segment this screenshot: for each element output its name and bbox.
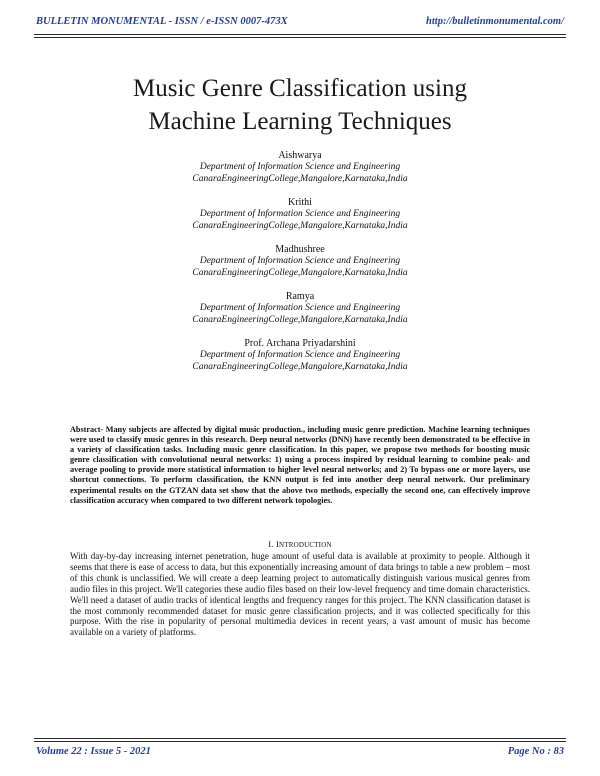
header-rule-thin bbox=[34, 37, 566, 38]
author-3 bbox=[0, 244, 600, 279]
author-name: Krithi bbox=[288, 197, 312, 208]
volume-issue: Volume 22 : Issue 5 - 2021 bbox=[36, 746, 151, 757]
footer-rule-thin bbox=[34, 741, 566, 742]
author-name: Prof. Archana Priyadarshini bbox=[244, 338, 356, 349]
author-name: Aishwarya bbox=[278, 150, 322, 161]
journal-url[interactable]: http://bulletinmonumental.com/ bbox=[426, 16, 564, 27]
running-header bbox=[36, 16, 564, 30]
journal-name: BULLETIN MONUMENTAL - ISSN / e-ISSN 0007-473X bbox=[36, 16, 288, 27]
author-dept: Department of Information Science and Engineering bbox=[199, 209, 401, 219]
author-dept: Department of Information Science and Engineering bbox=[199, 256, 401, 266]
author-dept: Department of Information Science and Engineering bbox=[199, 350, 401, 360]
section-number: I. bbox=[268, 539, 276, 549]
author-block bbox=[0, 150, 600, 385]
introduction-paragraph: With day-by-day increasing internet penetration, huge amount of useful data is available at proximity to people. Although it seems that there is ease of access to data, but this exponentially increasing amount of data brings to table a new problem – most of this chunk is unclassified. We will create a deep learning project to automatically distinguish various musical genres from audio files in this project. We'll categories these audio files based on their low-level frequency and time domain characteristics. We'll need a dataset of audio tracks of identical lengths and frequency ranges for this project. The KNN classification dataset is the most commonly recommended dataset for music genre classification projects, and it was collected specifically for this purpose. With the rise in popularity of personal multimedia devices in recent years, a vast amount of music has become available on a variety of platforms. bbox=[70, 551, 530, 638]
author-1 bbox=[0, 150, 600, 185]
title-line-2: Machine Learning Techniques bbox=[148, 108, 452, 135]
paper-title bbox=[0, 72, 600, 138]
author-5 bbox=[0, 338, 600, 373]
author-dept: Department of Information Science and Engineering bbox=[199, 162, 401, 172]
author-inst: CanaraEngineeringCollege,Mangalore,Karnataka,India bbox=[192, 314, 408, 325]
author-dept: Department of Information Science and Engineering bbox=[199, 303, 401, 313]
title-line-1: Music Genre Classification using bbox=[133, 75, 467, 102]
running-footer bbox=[36, 746, 564, 760]
header-rule-thick bbox=[34, 34, 566, 35]
section-heading-introduction bbox=[0, 539, 600, 549]
author-inst: CanaraEngineeringCollege,Mangalore,Karnataka,India bbox=[192, 220, 408, 231]
author-inst: CanaraEngineeringCollege,Mangalore,Karnataka,India bbox=[192, 173, 408, 184]
author-2 bbox=[0, 197, 600, 232]
author-name: Ramya bbox=[285, 291, 315, 302]
author-name: Madhushree bbox=[275, 244, 325, 255]
page-number: Page No : 83 bbox=[507, 746, 564, 757]
author-4 bbox=[0, 291, 600, 326]
section-title-rest: NTRODUCTION bbox=[278, 541, 332, 549]
section-title-initial: I bbox=[275, 539, 279, 549]
footer-rule-thick bbox=[34, 738, 566, 739]
abstract: Abstract- Many subjects are affected by digital music production., including music genre prediction. Machine learning techniques were used to classify music genres in this research. Deep neural networks (DNN) have recently been demonstrated to be effective in a variety of classification tasks. Including music genre classification. In this paper, we propose two methods for boosting music genre classification with convolutional neural networks: 1) using a process inspired by residual learning to combine peak- and average pooling to provide more statistical information to higher level neural networks; and 2) To bypass one or more layers, use shortcut connections. To perform classification, the KNN output is fed into another deep neural network. Our preliminary experimental results on the GTZAN data set show that the above two methods, especially the second one, can effectively improve classification accuracy when compared to two different network topologies. bbox=[70, 425, 530, 505]
author-inst: CanaraEngineeringCollege,Mangalore,Karnataka,India bbox=[192, 267, 408, 278]
author-inst: CanaraEngineeringCollege,Mangalore,Karnataka,India bbox=[192, 361, 408, 372]
